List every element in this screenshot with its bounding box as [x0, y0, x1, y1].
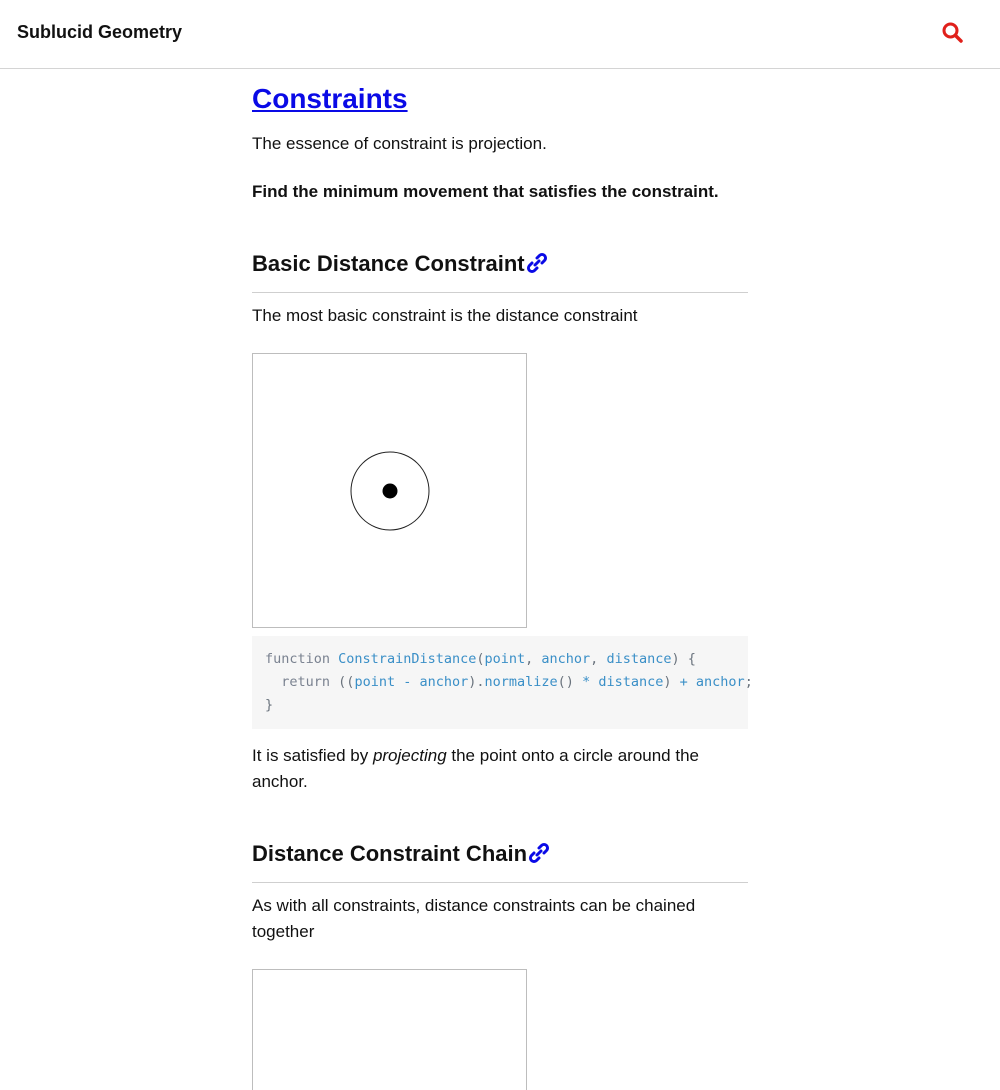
site-title[interactable]: Sublucid Geometry	[17, 22, 183, 42]
search-icon	[940, 20, 966, 46]
explanation-text: It is satisfied by projecting the point onto a circle around the anchor.	[252, 746, 699, 791]
intro-text: The essence of constraint is projection.	[252, 134, 547, 153]
distance-chain-demo[interactable]	[252, 969, 527, 1090]
main-content	[252, 72, 753, 1090]
section-text: The most basic constraint is the distance constraint	[252, 306, 638, 325]
link-icon[interactable]	[526, 252, 548, 282]
link-icon[interactable]	[528, 842, 550, 872]
principle-text: Find the minimum movement that satisfies the constraint.	[252, 182, 719, 201]
page-title	[252, 82, 748, 116]
search-button[interactable]	[940, 20, 966, 46]
anchor-point	[383, 484, 398, 499]
top-bar	[0, 0, 1000, 69]
section-heading-basic-distance	[252, 249, 748, 293]
section-text: As with all constraints, distance constraints can be chained together	[252, 896, 696, 941]
code-block: function ConstrainDistance(point, anchor, distance) { return ((point - anchor).normalize() * distance) + anchor; }	[252, 636, 748, 729]
section-heading-label: Distance Constraint Chain	[252, 841, 528, 866]
page-title-link[interactable]: Constraints	[252, 83, 408, 114]
distance-constraint-demo[interactable]	[252, 353, 527, 628]
section-heading-label: Basic Distance Constraint	[252, 251, 525, 276]
section-heading-chain	[252, 839, 748, 883]
